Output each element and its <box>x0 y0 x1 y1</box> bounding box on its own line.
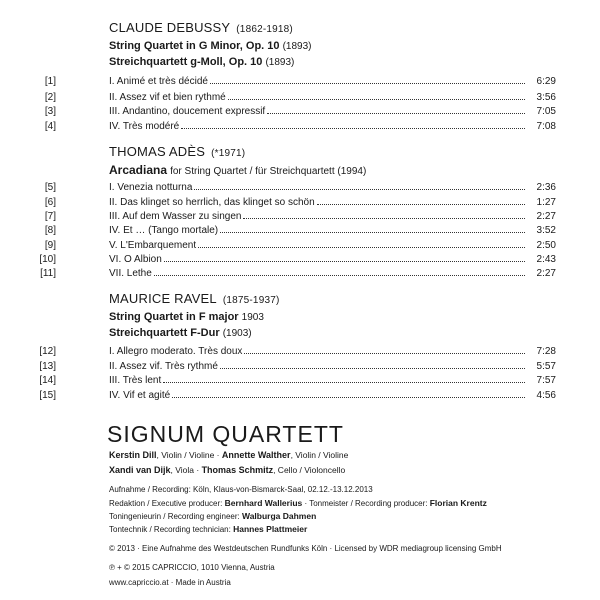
track-row <box>0 239 600 253</box>
work-title: Streichquartett g-Moll, Op. 10 <box>109 56 263 68</box>
track-row <box>0 374 600 388</box>
composer-name: MAURICE RAVEL <box>109 291 217 306</box>
member-name: Xandi van Dijk <box>109 465 171 475</box>
track-number: [7] <box>44 211 56 222</box>
track-row <box>0 253 600 267</box>
leader-dots <box>163 381 525 383</box>
work-title: String Quartet in G Minor, Op. 10 <box>109 40 280 52</box>
producer-name: Bernhard Wallerius <box>224 498 303 508</box>
composer-years: (*1971) <box>211 148 246 159</box>
leader-dots <box>194 188 525 190</box>
member-role: , Violin / Violine · <box>156 450 222 460</box>
track-number: [6] <box>44 197 56 208</box>
track-title: IV. Très modéré <box>109 121 180 132</box>
work-title-line <box>109 327 252 339</box>
composer-name: THOMAS ADÈS <box>109 144 206 159</box>
track-number: [12] <box>39 346 56 357</box>
leader-dots <box>317 203 525 205</box>
track-duration: 4:56 <box>536 390 556 401</box>
website-notice: www.capriccio.at · Made in Austria <box>109 578 231 587</box>
members-line <box>109 450 348 460</box>
track-row <box>0 120 600 134</box>
track-duration: 7:57 <box>536 375 556 386</box>
track-title: V. L'Embarquement <box>109 240 197 251</box>
track-row <box>0 210 600 224</box>
track-title: IV. Et … (Tango mortale) <box>109 225 219 236</box>
work-year: (1903) <box>222 328 252 339</box>
track-row <box>0 196 600 210</box>
track-duration: 2:27 <box>536 211 556 222</box>
track-duration: 7:05 <box>536 106 556 117</box>
technician-name: Hannes Plattmeier <box>233 524 308 534</box>
leader-dots <box>172 396 525 398</box>
track-row <box>0 181 600 195</box>
member-role: , Cello / Violoncello <box>273 465 346 475</box>
composer-years: (1875-1937) <box>222 295 280 306</box>
track-number: [10] <box>39 254 56 265</box>
leader-dots <box>198 246 525 248</box>
track-duration: 2:50 <box>536 240 556 251</box>
work-title: String Quartet in F major <box>109 311 239 323</box>
track-number: [14] <box>39 375 56 386</box>
member-role: , Violin / Violine <box>290 450 349 460</box>
track-row <box>0 75 600 89</box>
leader-dots <box>164 260 525 262</box>
composer-heading-ades <box>109 144 245 159</box>
ensemble-name: SIGNUM QUARTETT <box>107 421 344 447</box>
leader-dots <box>210 82 525 84</box>
track-number: [4] <box>44 121 56 132</box>
track-number: [2] <box>44 92 56 103</box>
member-role: , Viola · <box>170 465 202 475</box>
track-duration: 2:27 <box>536 268 556 279</box>
leader-dots <box>228 98 525 100</box>
track-row <box>0 105 600 119</box>
member-name: Kerstin Dill <box>109 450 157 460</box>
member-name: Thomas Schmitz <box>201 465 274 475</box>
track-duration: 1:27 <box>536 197 556 208</box>
track-number: [5] <box>44 182 56 193</box>
composer-name: CLAUDE DEBUSSY <box>109 20 231 35</box>
recording-producer-name: Florian Krentz <box>429 498 487 508</box>
track-row <box>0 360 600 374</box>
track-number: [3] <box>44 106 56 117</box>
technician-credits: Tontechnik / Recording technician: Hannes Plattmeier <box>109 524 308 534</box>
leader-dots <box>220 367 525 369</box>
producer-credits: Redaktion / Executive producer: Bernhard Wallerius · Tonmeister / Recording producer: Florian Krentz <box>109 498 487 508</box>
track-title: VII. Lethe <box>109 268 152 279</box>
work-year: (1893) <box>282 41 312 52</box>
member-name: Annette Walther <box>221 450 291 460</box>
label-notice: ℗ + © 2015 CAPRICCIO, 1010 Vienna, Austria <box>109 563 275 572</box>
track-row <box>0 91 600 105</box>
work-title-line <box>109 311 264 323</box>
track-title: I. Animé et très décidé <box>109 76 208 87</box>
track-duration: 2:43 <box>536 254 556 265</box>
track-title: III. Auf dem Wasser zu singen <box>109 211 242 222</box>
track-row <box>0 224 600 238</box>
composer-heading-debussy <box>109 20 293 35</box>
composer-years: (1862-1918) <box>236 24 293 35</box>
work-title-line <box>109 40 312 52</box>
track-title: IV. Vif et agité <box>109 390 171 401</box>
work-title: Arcadiana <box>109 163 168 177</box>
work-year: (1893) <box>265 57 295 68</box>
recording-location: Aufnahme / Recording: Köln, Klaus-von-Bismarck-Saal, 02.12.-13.12.2013 <box>109 485 373 494</box>
leader-dots <box>154 274 525 276</box>
leader-dots <box>243 217 525 219</box>
track-duration: 3:52 <box>536 225 556 236</box>
track-row <box>0 389 600 403</box>
track-title: VI. O Albion <box>109 254 162 265</box>
leader-dots <box>244 352 525 354</box>
track-number: [8] <box>44 225 56 236</box>
track-title: III. Andantino, doucement expressif <box>109 106 266 117</box>
track-duration: 7:28 <box>536 346 556 357</box>
members-line <box>109 465 345 475</box>
track-title: I. Allegro moderato. Très doux <box>109 346 243 357</box>
leader-dots <box>181 127 525 129</box>
engineer-credits: Toningenieurin / Recording engineer: Walburga Dahmen <box>109 511 317 521</box>
track-duration: 3:56 <box>536 92 556 103</box>
track-number: [9] <box>44 240 56 251</box>
work-title: Streichquartett F-Dur <box>109 327 220 339</box>
track-number: [13] <box>39 361 56 372</box>
track-number: [15] <box>39 390 56 401</box>
track-duration: 7:08 <box>536 121 556 132</box>
composer-heading-ravel <box>109 291 280 306</box>
copyright-notice: © 2013 · Eine Aufnahme des Westdeutschen Rundfunks Köln · Licensed by WDR mediagroup licensing GmbH <box>109 544 502 553</box>
work-year: 1903 <box>241 312 264 323</box>
work-subtitle: for String Quartet / für Streichquartett (1994) <box>170 166 367 177</box>
track-number: [1] <box>44 76 56 87</box>
track-row <box>0 267 600 281</box>
track-row <box>0 345 600 359</box>
work-title-line <box>109 56 294 68</box>
engineer-name: Walburga Dahmen <box>241 511 317 521</box>
track-title: I. Venezia notturna <box>109 182 193 193</box>
track-title: II. Assez vif et bien rythmé <box>109 92 226 103</box>
track-duration: 5:57 <box>536 361 556 372</box>
work-title-line <box>109 163 366 177</box>
track-number: [11] <box>40 268 56 279</box>
track-duration: 2:36 <box>536 182 556 193</box>
track-duration: 6:29 <box>536 76 556 87</box>
track-title: II. Assez vif. Très rythmé <box>109 361 218 372</box>
leader-dots <box>220 231 525 233</box>
track-title: II. Das klinget so herrlich, das klinget so schön <box>109 197 315 208</box>
leader-dots <box>267 112 525 114</box>
track-title: III. Très lent <box>109 375 162 386</box>
